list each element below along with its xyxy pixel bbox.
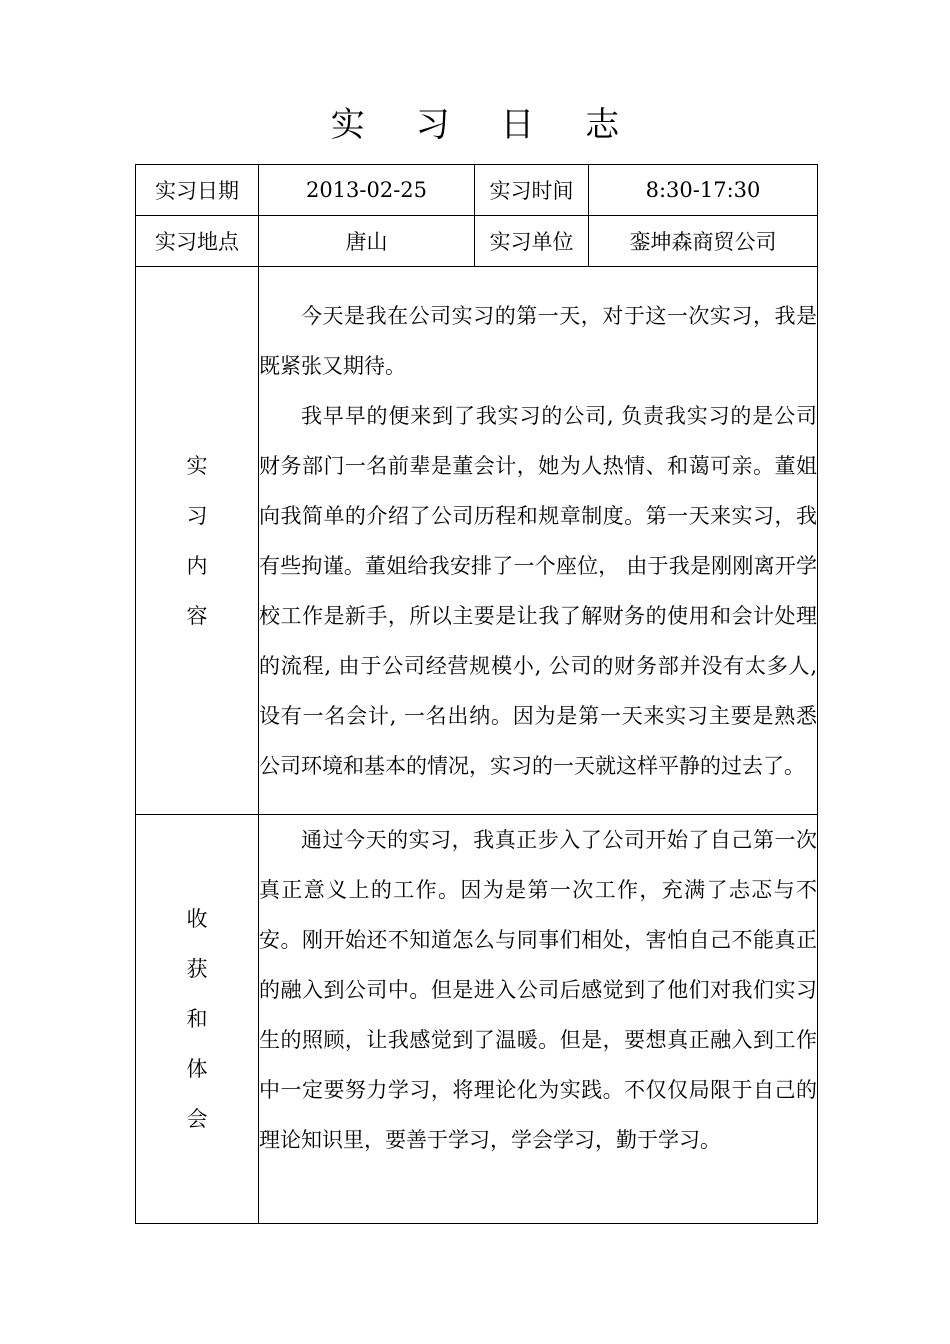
gains-label [136,815,259,1224]
date-label: 实习日期 [136,165,259,216]
internship-log-table [135,164,818,1224]
unit-label: 实习单位 [475,216,589,267]
page-title: 实 习 日 志 [330,105,640,145]
date-value: 2013-02-25 [259,165,475,216]
content-text [259,267,818,815]
gains-text [259,815,818,1224]
gains-label-char: 体 [186,1057,208,1081]
date-time-row [136,165,818,216]
time-label: 实习时间 [475,165,589,216]
unit-value: 銮坤森商贸公司 [589,216,818,267]
content-paragraph: 我早早的便来到了我实习的公司, 负责我实习的是公司财务部门一名前辈是董会计，她为人热情、和蔼可亲。董姐向我简单的介绍了公司历程和规章制度。第一天来实习，我有些拘谨。董姐给我安排了一个座位， 由于我是刚刚离开学校工作是新手，所以主要是让我了解财务的使用和会计处理的流程, 由于公司经营规模小, 公司的财务部并没有太多人, 设有一名会计, 一名出纳。因为是第一天来实习主要是熟悉公司环境和基本的情况，实习的一天就这样平静的过去了。 [259,403,817,778]
content-paragraph: 今天是我在公司实习的第一天，对于这一次实习，我是既紧张又期待。 [259,303,817,378]
time-value: 8:30-17:30 [589,165,818,216]
content-label-char: 实 [186,453,208,478]
place-label: 实习地点 [136,216,259,267]
content-label-char: 内 [186,553,208,578]
content-row [136,267,818,815]
content-label-char: 习 [186,503,208,528]
content-label [136,267,259,815]
gains-label-char: 获 [186,957,208,981]
gains-row [136,815,818,1224]
place-value: 唐山 [259,216,475,267]
gains-paragraph: 通过今天的实习，我真正步入了公司开始了自己第一次真正意义上的工作。因为是第一次工作，充满了忐忑与不安。刚开始还不知道怎么与同事们相处，害怕自己不能真正的融入到公司中。但是进入公司后感觉到了他们对我们实习生的照顾，让我感觉到了温暖。但是，要想真正融入到工作中一定要努力学习，将理论化为实践。不仅仅局限于自己的理论知识里，要善于学习，学会学习，勤于学习。 [259,828,817,1152]
place-unit-row [136,216,818,267]
gains-label-char: 会 [186,1107,208,1131]
content-label-char: 容 [186,603,208,628]
gains-label-char: 收 [186,907,208,931]
gains-label-char: 和 [186,1007,208,1031]
